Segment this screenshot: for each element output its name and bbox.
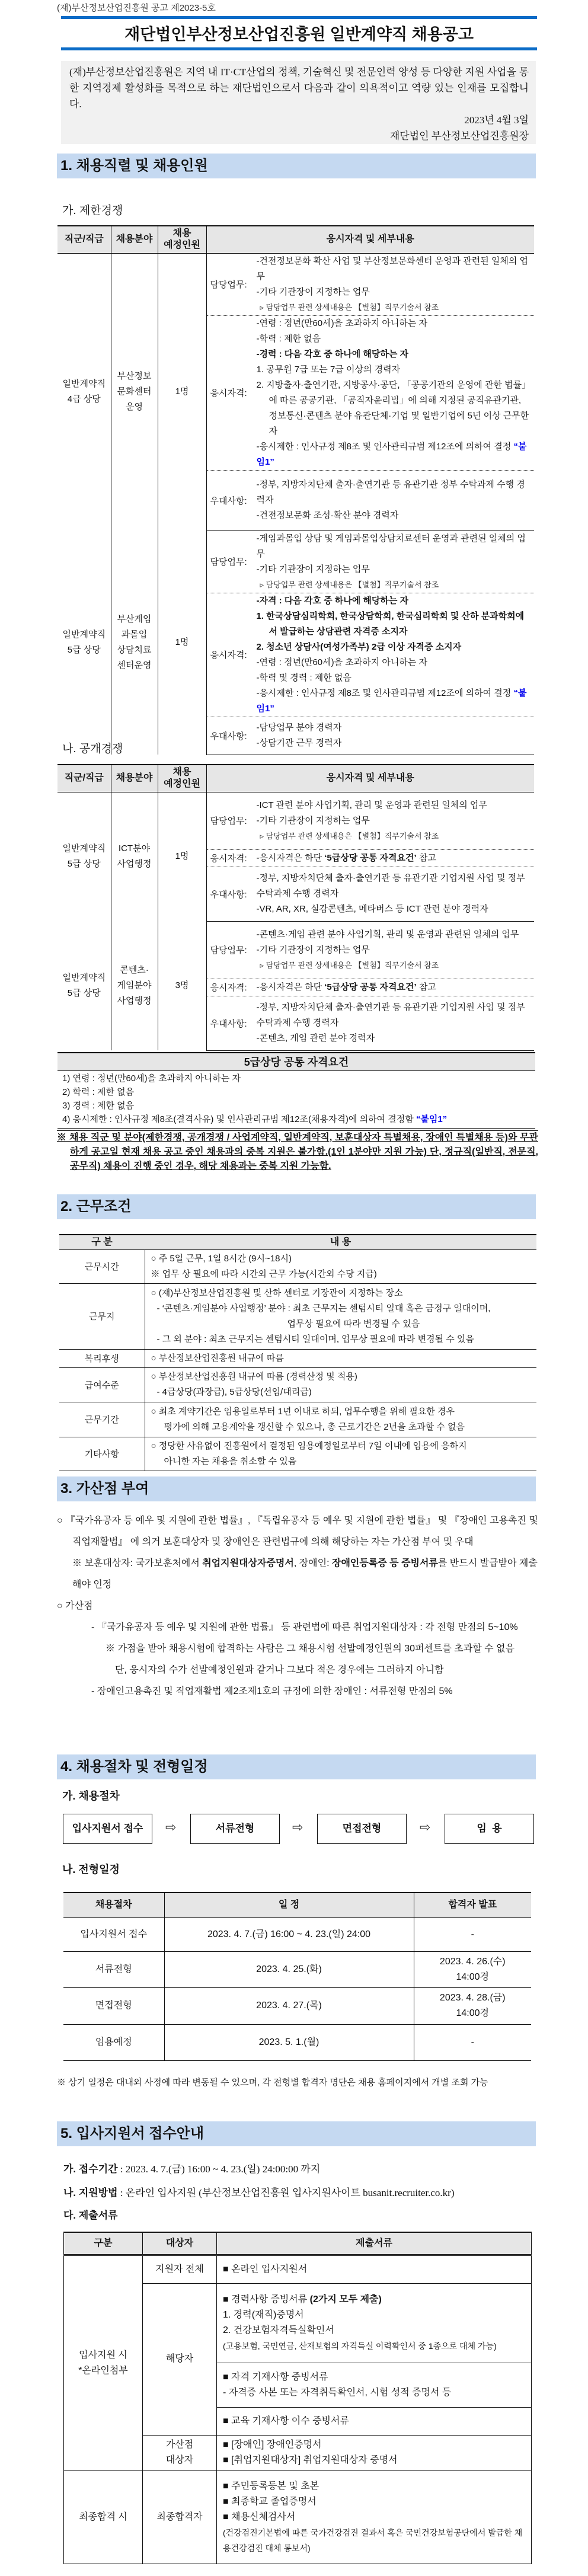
detail-section <box>206 792 534 849</box>
schedule-step: 면접전형 <box>63 1987 164 2024</box>
document-target: 가산점 대상자 <box>143 2435 217 2470</box>
table-row <box>59 1349 536 1367</box>
text-line: -경력 : 다음 각호 중 하나에 해당하는 자 <box>256 349 409 359</box>
text-segment: -응시제한 : 인사규정 제8조 및 인사관리규범 제12조에 의하여 결정 <box>256 688 514 698</box>
document-item: 2. 건강보험자격득실확인서 <box>223 2325 334 2335</box>
detail-section <box>206 979 534 996</box>
detail-section <box>206 717 534 755</box>
section-label: 응시자격: <box>210 854 247 864</box>
text-segment: 장애인등록증 등 증빙서류 <box>331 1558 438 1568</box>
work-condition-label: 근무기간 <box>59 1402 145 1437</box>
header-step: 채용절차 <box>63 1893 164 1917</box>
header-target: 대상자 <box>143 2232 217 2255</box>
section-header-1: 1. 채용직렬 및 채용인원 <box>57 154 536 178</box>
job-count: 1명 <box>158 530 206 755</box>
document-item: ■ [취업지원대상자] 취업지원대상자 증명서 <box>223 2455 398 2465</box>
header-count: 채용 예정인원 <box>158 765 206 792</box>
intro-signer: 재단법인 부산정보산업진흥원장 <box>389 130 529 142</box>
header-details: 응시자격 및 세부내용 <box>206 765 534 792</box>
text-line: ○ 정당한 사유없이 진흥원에서 결정된 임용예정일로부터 7일 이내에 임용에 응하지 <box>151 1440 467 1451</box>
work-condition-label: 급여수준 <box>59 1367 145 1402</box>
detail-section <box>206 921 534 979</box>
document-item: ■ 온라인 입사지원서 <box>223 2264 308 2274</box>
bonus-item: - 『국가유공자 등 예우 및 지원에 관한 법률』 등 관련법에 따른 취업지원대상자 : 각 전형 만점의 5~10% <box>91 1622 518 1632</box>
work-condition-value <box>145 1349 536 1367</box>
job-grade: 일반계약직 4급 상당 <box>62 379 106 405</box>
text-line: -콘텐츠·게임 관련 분야 사업기획, 관리 및 운영과 관련된 일체의 업무 <box>256 929 519 939</box>
detail-section-row <box>210 798 531 844</box>
arrow-right-icon: ⇨ <box>420 1820 431 1834</box>
schedule-announcement: 2023. 4. 26.(수) 14:00경 <box>414 1951 531 1987</box>
work-condition-label: 기타사항 <box>59 1437 145 1471</box>
header-category: 구분 <box>64 2232 143 2255</box>
document-target: 해당자 <box>143 2283 217 2435</box>
text-line: ○ 부산정보산업진흥원 내규에 따름 (경력산정 및 적용) <box>151 1372 357 1382</box>
table-row <box>59 1402 536 1437</box>
text-line: 평가에 의해 고용계약을 갱신할 수 있으나, 총 근로기간은 2년을 초과할 수 없음 <box>164 1421 465 1432</box>
attachment-link: “붙임1” <box>416 1114 448 1124</box>
job-count: 1명 <box>158 253 206 530</box>
table-row <box>63 2024 531 2060</box>
detail-section-row <box>210 871 531 917</box>
section-label: 응시자격: <box>210 650 247 660</box>
table-header-row <box>57 226 534 253</box>
table-row <box>64 2470 532 2564</box>
section-label: 담당업무: <box>210 816 247 826</box>
text-line <box>257 851 531 866</box>
document-item <box>223 2292 526 2307</box>
text-line <box>257 439 531 470</box>
documents-table <box>63 2232 532 2564</box>
text-line: -게임과몰입 상담 및 게임과몰입상담치료센터 운영과 관련된 일체의 업무 <box>256 533 526 559</box>
job-field: 부산정보 문화센터 운영 <box>111 253 158 530</box>
docs-label: 다. 제출서류 <box>63 2210 118 2221</box>
table-header-row <box>63 1893 531 1917</box>
table-row <box>57 253 534 315</box>
text-line: -정부, 지방자치단체 출자·출연기관 등 유관기관 기업지원 사업 및 정부 수탁과제 수행 경력자 <box>256 873 525 899</box>
text-segment: (2가지 모두 제출) <box>309 2294 382 2305</box>
text-line: - ‘콘텐츠·게임분야 사업행정’ 분야 : 최초 근무지는 센텀시티 일대 혹은 금정구 일대이며, <box>156 1303 491 1313</box>
table-row <box>59 1249 536 1283</box>
text-segment: ‘5급상당 공통 자격요건’ <box>324 852 417 863</box>
job-count: 3명 <box>158 921 206 1050</box>
duplicate-application-warning: ※ 채용 직군 및 분야(제한경쟁, 공개경쟁 / 사업계약직, 일반계약직, 보훈대상자 특별채용, 장애인 특별채용 등)와 무관하게 공고일 현재 채용 공고 중인 채용과의 중복 지원은 불가함.(1인 1분야만 지원 가능) 단, 정규직(일반직, 전문직, 공무직) 채용이 진행 중인 경우, 해당 채용과는 중복 지원 가능함. <box>57 1130 538 1174</box>
document-category: 입사지원 시 *온라인첨부 <box>64 2255 143 2470</box>
text-segment: 취업지원대상자증명서 <box>202 1558 294 1568</box>
detail-section <box>206 593 534 717</box>
section-content <box>257 927 531 973</box>
table-row <box>59 1283 536 1349</box>
table-row <box>57 792 534 849</box>
detail-section-row <box>210 927 531 973</box>
detail-note: ▹ 담당업무 관련 상세내용은 【별첨】직무기술서 참조 <box>260 831 439 840</box>
section-content <box>257 1000 531 1046</box>
job-grade: 일반계약직 5급 상당 <box>62 843 106 870</box>
schedule-announcement: 2023. 4. 28.(금) 14:00경 <box>414 1987 531 2024</box>
text-segment: -응시제한 : 인사규정 제8조 및 인사관리규범 제12조에 의하여 결정 <box>256 441 514 452</box>
text-segment: 참고 <box>416 982 436 992</box>
apply-method <box>63 2184 455 2199</box>
table-row <box>57 530 534 593</box>
job-field: 부산게임 과몰입 상담치료 센터운영 <box>111 530 158 755</box>
detail-section <box>206 470 534 530</box>
detail-section-row <box>210 531 531 593</box>
attachment-link: “붙임1” <box>256 441 527 467</box>
header-grade: 직군/직급 <box>57 765 111 792</box>
restricted-table <box>57 225 534 755</box>
text-line: ○ (재)부산정보산업진흥원 및 산하 센터로 기장관이 지정하는 장소 <box>151 1287 403 1298</box>
process-step-apply: 입사지원서 접수 <box>63 1814 152 1844</box>
detail-section-row <box>210 477 531 523</box>
section-label: 우대사항: <box>210 889 247 900</box>
header-count: 채용 예정인원 <box>158 226 206 253</box>
detail-section-row <box>210 1000 531 1046</box>
document-list <box>217 2255 532 2283</box>
section-label: 담당업무: <box>210 280 247 290</box>
text-line: -기타 기관장이 지정하는 업무 <box>256 286 370 297</box>
text-segment: 를 반드시 발급받아 제출해야 인정 <box>72 1558 538 1590</box>
text-line: -건전정보문화 조성·확산 분야 경력자 <box>256 510 399 520</box>
arrow-right-icon: ⇨ <box>165 1820 177 1834</box>
work-condition-value <box>145 1367 536 1402</box>
text-line: 1. 공무원 7급 또는 7급 이상의 경력자 <box>256 364 401 375</box>
work-condition-label: 근무시간 <box>59 1249 145 1283</box>
section-header-5: 5. 입사지원서 접수안내 <box>57 2121 536 2146</box>
notice-number: (재)부산정보산업진흥원 공고 제2023-5호 <box>57 3 216 13</box>
text-segment: ※ 보훈대상자: 국가보훈처에서 <box>72 1558 203 1568</box>
header-field: 채용분야 <box>111 765 158 792</box>
table-row <box>63 1951 531 1987</box>
text-line: -VR, AR, XR, 실감콘텐츠, 메타버스 등 ICT 관련 분야 경력자 <box>256 904 488 914</box>
schedule-table <box>63 1892 531 2061</box>
section-content <box>257 254 531 315</box>
document-category: 최종합격 시 <box>64 2470 143 2564</box>
text-line: - 그 외 분야 : 최초 근무지는 센텀시티 일대이며, 업무상 필요에 따라 변경될 수 있음 <box>156 1334 474 1344</box>
header-field: 채용분야 <box>111 226 158 253</box>
work-condition-value <box>145 1437 536 1471</box>
document-list <box>217 2363 532 2407</box>
work-condition-value <box>145 1402 536 1437</box>
text-line: ○ 주 5일 근무, 1일 8시간 (9시~18시) <box>151 1253 292 1264</box>
text-line: -자격 : 다음 각호 중 하나에 해당하는 자 <box>256 595 409 606</box>
header-date: 일 정 <box>164 1893 414 1917</box>
detail-section-row <box>210 720 531 751</box>
arrow-right-icon: ⇨ <box>292 1820 303 1834</box>
table-row <box>59 1367 536 1402</box>
detail-note: ▹ 담당업무 관련 상세내용은 【별첨】직무기술서 참조 <box>260 960 439 970</box>
table-row <box>63 1917 531 1951</box>
document-list <box>217 2407 532 2435</box>
bonus-evidence-note <box>57 1553 538 1596</box>
document-item: ■ [장애인] 장애인증명서 <box>223 2440 322 2450</box>
text-line: -기타 기관장이 지정하는 업무 <box>256 944 370 955</box>
header-grade: 직군/직급 <box>57 226 111 253</box>
detail-section <box>206 867 534 921</box>
text-line <box>257 686 531 717</box>
common-requirement-item: 2) 학력 : 제한 없음 <box>62 1087 135 1097</box>
document-item: ■ 자격 기재사항 증빙서류 <box>223 2372 328 2382</box>
header-announcement: 합격자 발표 <box>414 1893 531 1917</box>
title-bar-bottom <box>61 47 537 50</box>
detail-section-row <box>210 980 531 995</box>
text-line: -학력 : 제한 없음 <box>256 333 321 344</box>
docs-title <box>63 2207 118 2222</box>
detail-section <box>206 315 534 470</box>
bonus-item: - 장애인고용촉진 및 직업재활법 제2조제1호의 규정에 의한 장애인 : 서류전형 만점의 5% <box>91 1686 453 1696</box>
apply-method-value: : 온라인 입사지원 (부산정보산업진흥원 입사지원사이트 busanit.recruiter.co.kr) <box>117 2187 455 2198</box>
apply-period-label: 가. 접수기간 <box>63 2163 118 2175</box>
divider <box>57 1128 535 1129</box>
work-condition-value <box>145 1283 536 1349</box>
table-header-row <box>57 765 534 792</box>
section-label: 응시자격: <box>210 983 247 993</box>
section-content <box>257 316 531 470</box>
open-title: 나. 공개경쟁 <box>62 743 123 755</box>
section-label: 응시자격: <box>210 388 247 398</box>
job-field: ICT분야 사업행정 <box>111 792 158 921</box>
document-item: - 자격증 사본 또는 자격취득확인서, 시험 성적 증명서 등 <box>223 2387 452 2398</box>
bonus-points <box>57 1510 538 1702</box>
section-content <box>257 851 531 866</box>
job-field: 콘텐츠· 게임분야 사업행정 <box>111 921 158 1050</box>
open-table <box>57 764 534 1051</box>
intro-text: (재)부산정보산업진흥원은 지역 내 IT·CT산업의 정책, 기술혁신 및 전문인력 양성 등 다양한 지원 사업을 통한 지역경제 활성화를 목적으로 하는 재단법인으로서 다음과 같이 의욕적이고 역량 있는 인재를 모집합니다. <box>69 66 529 110</box>
job-grade: 일반계약직 5급 상당 <box>62 973 106 998</box>
text-line: -콘텐츠, 게임 관련 분야 경력자 <box>256 1033 375 1043</box>
text-line: -학력 및 경력 : 제한 없음 <box>256 672 351 683</box>
text-segment: 참고 <box>416 852 436 863</box>
header-documents: 제출서류 <box>217 2232 532 2255</box>
text-line: 업무상 필요에 따라 변경될 수 있음 <box>287 1318 420 1329</box>
text-line: -정부, 지방자치단체 출자·출연기관 등 유관기관 기업지원 사업 및 정부 수탁과제 수행 경력자 <box>256 1002 525 1028</box>
schedule-title: 나. 전형일정 <box>62 1864 120 1875</box>
detail-section-row <box>210 593 531 717</box>
document-list <box>217 2435 532 2470</box>
apply-period <box>63 2160 320 2175</box>
section-header-3: 3. 가산점 부여 <box>57 1476 536 1501</box>
process-step-interview: 면접전형 <box>317 1814 407 1844</box>
document-item: ■ 교육 기재사항 이수 증빙서류 <box>223 2415 349 2426</box>
detail-note: ▹ 담당업무 관련 상세내용은 【별첨】직무기술서 참조 <box>260 302 439 312</box>
section-content <box>257 871 531 917</box>
section-header-4: 4. 채용절차 및 전형일정 <box>57 1754 536 1779</box>
job-grade: 일반계약직 5급 상당 <box>62 629 106 655</box>
detail-note: ▹ 담당업무 관련 상세내용은 【별첨】직무기술서 참조 <box>260 580 439 589</box>
document-item: ■ 최종학교 졸업증명서 <box>223 2496 317 2507</box>
text-line: -건전정보문화 확산 사업 및 부산정보문화센터 운영과 관련된 일체의 업무 <box>256 255 529 282</box>
text-line: 1. 한국상담심리학회, 한국상담학회, 한국심리학회 및 산하 분과학회에서 발급하는 상담관련 자격증 소지자 <box>256 611 525 637</box>
intro-date: 2023년 4월 3일 <box>464 114 529 126</box>
detail-section-row <box>210 254 531 315</box>
detail-section <box>206 253 534 315</box>
text-segment: -응시자격은 하단 <box>256 982 325 992</box>
table-row <box>63 1987 531 2024</box>
section-content <box>257 531 531 593</box>
text-segment: 4) 응시제한 : 인사규정 제8조(결격사유) 및 인사관리규범 제12조(채용자격)에 의하여 결정함 <box>62 1114 416 1124</box>
text-line: -연령 : 정년(만60세)을 초과하지 아니하는 자 <box>256 657 428 667</box>
document-target: 지원자 전체 <box>143 2255 217 2283</box>
bonus-item: 단, 응시자의 수가 선발예정인원과 같거나 그보다 적은 경우에는 그러하지 아니함 <box>115 1665 444 1675</box>
restricted-title: 가. 제한경쟁 <box>62 204 123 217</box>
document-list <box>217 2470 532 2564</box>
table-header-row <box>59 1235 536 1249</box>
section-content <box>257 593 531 717</box>
schedule-note: ※ 상기 일정은 대내외 사정에 따라 변동될 수 있으며, 각 전형별 합격자 명단은 채용 홈페이지에서 개별 조회 가능 <box>57 2078 488 2088</box>
table-row <box>64 2255 532 2283</box>
text-line <box>257 980 531 995</box>
work-condition-label: 근무지 <box>59 1283 145 1349</box>
document-item: 1. 경력(재직)증명서 <box>223 2310 304 2320</box>
text-line: -정부, 지방자치단체 출자·출연기관 등 유관기관 정부 수탁과제 수행 경력자 <box>256 480 525 505</box>
text-line: -기타 기관장이 지정하는 업무 <box>256 564 370 574</box>
schedule-date: 2023. 4. 25.(화) <box>164 1951 414 1987</box>
text-line: - 4급상당(과장급), 5급상당(선임/대리급) <box>156 1387 312 1397</box>
apply-method-label: 나. 지원방법 <box>63 2187 118 2198</box>
section-label: 우대사항: <box>210 496 247 506</box>
schedule-step: 서류전형 <box>63 1951 164 1987</box>
schedule-announcement: - <box>414 2024 531 2060</box>
schedule-step: 임용예정 <box>63 2024 164 2060</box>
process-step-appointment: 임 용 <box>445 1814 534 1844</box>
schedule-step: 입사지원서 접수 <box>63 1917 164 1951</box>
process-title: 가. 채용절차 <box>62 1790 120 1802</box>
detail-section <box>206 530 534 593</box>
section-content <box>257 477 531 523</box>
header-category: 구 분 <box>59 1235 145 1249</box>
text-line: 2. 청소년 상담사(여성가족부) 2급 이상 자격증 소지자 <box>256 641 462 652</box>
detail-section <box>206 996 534 1050</box>
schedule-date: 2023. 4. 27.(목) <box>164 1987 414 2024</box>
apply-period-value: : 2023. 4. 7.(금) 16:00 ~ 4. 23.(일) 24:00:00 까지 <box>117 2163 321 2175</box>
intro-box <box>61 61 536 144</box>
bonus-item: ※ 가점을 받아 채용시험에 합격하는 사람은 그 채용시험 선발예정인원의 30퍼센트를 초과할 수 없음 <box>106 1644 514 1654</box>
document-target: 최종합격자 <box>143 2470 217 2564</box>
text-segment: ■ 경력사항 증빙서류 <box>223 2294 310 2305</box>
text-line: -담당업무 분야 경력자 <box>256 723 342 733</box>
text-line: -연령 : 정년(만60세)을 초과하지 아니하는 자 <box>256 318 428 328</box>
document-item: (건강검진기본법에 따른 국가건강검진 결과서 혹은 국민건강보험공단에서 발급한 채용건강검진 대체 통보서) <box>223 2527 523 2553</box>
text-segment: ‘5급상당 공통 자격요건’ <box>324 982 417 992</box>
text-line: -기타 기관장이 지정하는 업무 <box>256 815 370 826</box>
schedule-date: 2023. 5. 1.(월) <box>164 2024 414 2060</box>
work-condition-label: 복리후생 <box>59 1349 145 1367</box>
work-conditions-table <box>59 1234 536 1471</box>
common-requirement-item: 1) 연령 : 정년(만60세)을 초과하지 아니하는 자 <box>62 1073 241 1084</box>
process-step-document: 서류전형 <box>190 1814 280 1844</box>
section-label: 담당업무: <box>210 945 247 955</box>
document-list <box>217 2283 532 2363</box>
table-row <box>59 1437 536 1471</box>
section-content <box>257 980 531 995</box>
work-condition-value <box>145 1249 536 1283</box>
section-content <box>257 720 531 751</box>
common-requirements-title: 5급상당 공통 자격요건 <box>57 1052 535 1071</box>
table-header-row <box>64 2232 532 2255</box>
title-bar-top <box>61 16 537 19</box>
text-line: ※ 업무 상 필요에 따라 시간외 근무 가능(시간외 수당 지급) <box>151 1268 377 1279</box>
detail-section <box>206 849 534 867</box>
bonus-law-text: ○ 『국가유공자 등 예우 및 지원에 관한 법률』, 『독립유공자 등 예우 및 지원에 관한 법률』 및 『장애인 고용촉진 및 직업재활법』 에 의거 보훈대상자 및 장애인은 관련법규에 의해 해당하는 자는 가산점 부여 및 우대 <box>57 1516 538 1547</box>
attachment-link: “붙임1” <box>256 688 527 714</box>
text-segment: -응시자격은 하단 <box>256 852 325 863</box>
detail-section-row <box>210 851 531 866</box>
section-label: 우대사항: <box>210 731 247 742</box>
text-line: -상담기관 근무 경력자 <box>256 738 342 748</box>
text-line: 2. 지방출자·출연기관, 지방공사·공단, 「공공기관의 운영에 관한 법률」에 따른 공공기관, 「공직자윤리법」에 의해 지정된 공직유관기관, 정보통신·콘텐츠 분야 유관단체·기업 및 일반기업에 5년 이상 근무한 자 <box>256 379 529 436</box>
schedule-announcement: - <box>414 1917 531 1951</box>
text-segment: , 장애인: <box>293 1558 332 1568</box>
common-requirement-item: 3) 경력 : 제한 없음 <box>62 1101 135 1111</box>
document-item: ■ 채용신체검사서 <box>223 2511 296 2522</box>
text-line: ○ 최초 계약기간은 임용일로부터 1년 이내로 하되, 업무수행을 위해 필요한 경우 <box>151 1406 455 1417</box>
document-item: (고용보험, 국민연금, 산재보험의 자격득실 이력확인서 중 1종으로 대체 가능) <box>223 2341 497 2351</box>
common-requirement-item <box>62 1113 535 1126</box>
job-count: 1명 <box>158 792 206 921</box>
section-label: 우대사항: <box>210 1018 247 1029</box>
text-line: ○ 부산정보산업진흥원 내규에 따름 <box>151 1353 284 1363</box>
bonus-heading: ○ 가산점 <box>57 1601 93 1611</box>
header-content: 내 용 <box>145 1235 536 1249</box>
table-row <box>57 921 534 979</box>
text-line: 아니한 자는 채용을 취소할 수 있음 <box>164 1456 297 1466</box>
document-item: ■ 주민등록등본 및 초본 <box>223 2481 319 2491</box>
page-title: 재단법인부산정보산업진흥원 일반계약직 채용공고 <box>124 25 474 43</box>
detail-section-row <box>210 316 531 470</box>
schedule-date: 2023. 4. 7.(금) 16:00 ~ 4. 23.(일) 24:00 <box>164 1917 414 1951</box>
section-label: 담당업무: <box>210 557 247 567</box>
section-header-2: 2. 근무조건 <box>57 1194 536 1219</box>
header-details: 응시자격 및 세부내용 <box>206 226 534 253</box>
text-line: -ICT 관련 분야 사업기획, 관리 및 운영과 관련된 일체의 업무 <box>256 800 487 810</box>
common-requirements-list <box>62 1072 535 1126</box>
section-content <box>257 798 531 844</box>
